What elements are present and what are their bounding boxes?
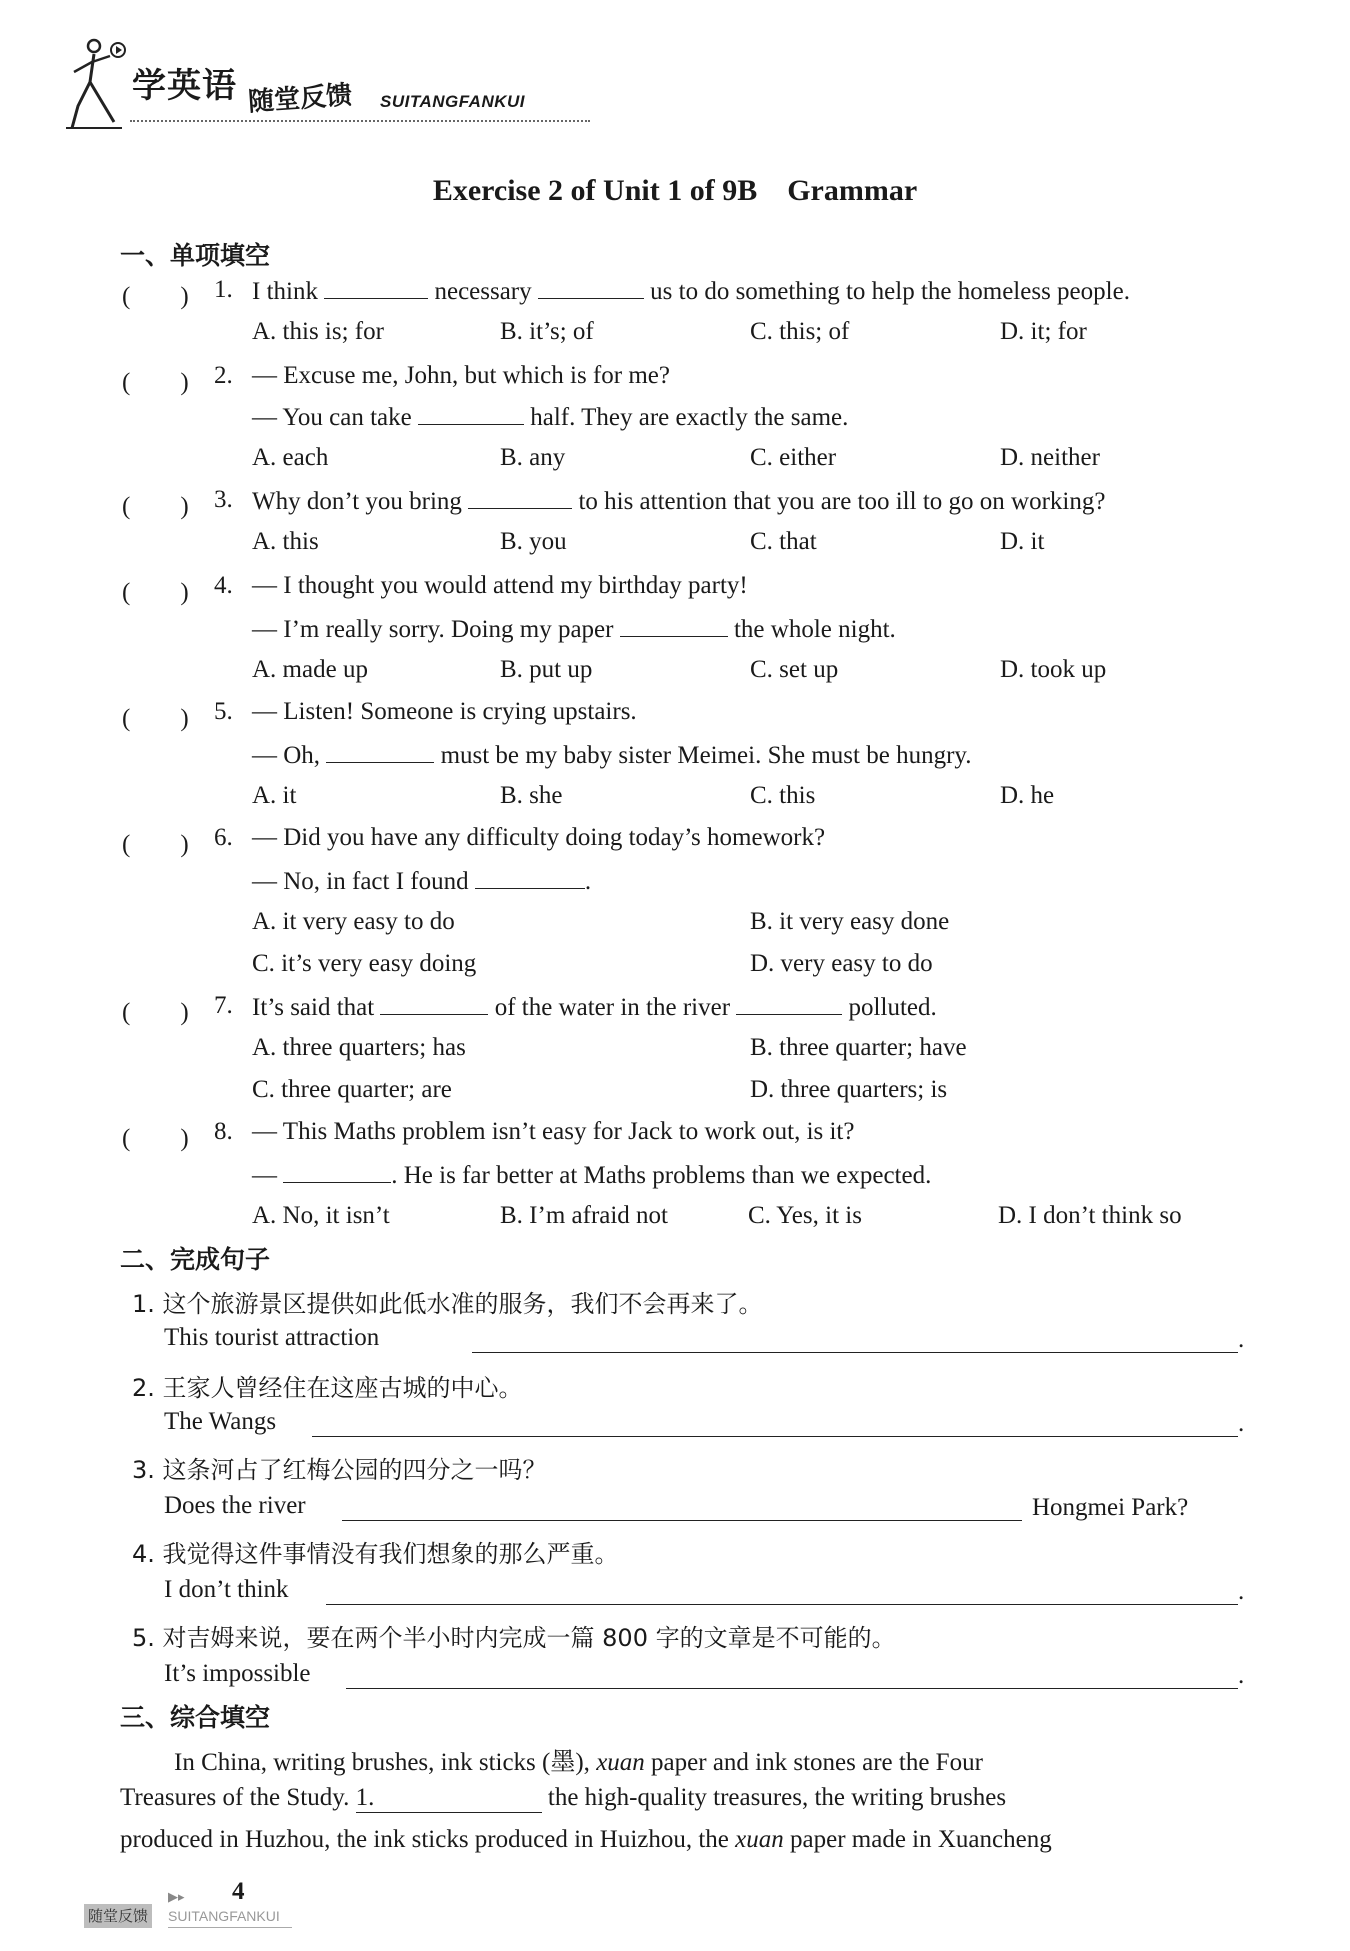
stem-text: — I’m really sorry. Doing my paper (252, 616, 614, 643)
sentence-end: . (1238, 1326, 1245, 1353)
fill-blank[interactable] (620, 614, 728, 637)
translate-item-5-en: It’s impossible (164, 1660, 311, 1687)
stem-text: to his attention that you are too ill to go on working? (578, 488, 1106, 515)
fill-blank[interactable] (380, 992, 488, 1015)
stem-text: I think (252, 278, 318, 305)
fill-blank[interactable] (326, 740, 434, 763)
question-4-line-2 (252, 614, 896, 644)
answer-line[interactable] (472, 1352, 1238, 1353)
passage-line-1 (174, 1742, 983, 1778)
translate-item-3-cn: 3. 这条河占了红梅公园的四分之一吗？ (132, 1456, 547, 1484)
question-2-line-2 (252, 402, 848, 432)
option-a: A. No, it isn’t (252, 1202, 390, 1229)
question-number: 5. (214, 698, 233, 725)
question-5-line-2 (252, 740, 972, 770)
stem-text: the whole night. (733, 616, 896, 643)
option-c: C. this; of (750, 318, 850, 345)
sentence-end: . (1238, 1578, 1245, 1605)
option-b: B. any (500, 444, 566, 471)
logo-main-text: 学英语 (132, 66, 237, 106)
stem-text: . He is far better at Maths problems than we expected. (391, 1162, 932, 1189)
header-logo (60, 28, 620, 138)
stem-text: must be my baby sister Meimei. She must be hungry. (440, 742, 972, 769)
question-8-line-1: — This Maths problem isn’t easy for Jack to work out, is it? (252, 1118, 855, 1145)
stem-text: . (584, 868, 592, 895)
footer-english: SUITANGFANKUI (168, 1908, 280, 1924)
sentence-end: . (1238, 1410, 1245, 1437)
passage-blank-1[interactable] (356, 1784, 542, 1813)
option-c: C. this (750, 782, 816, 809)
option-a: A. it (252, 782, 297, 809)
answer-paren[interactable]: ( ) (122, 493, 189, 520)
answer-line[interactable] (342, 1520, 1022, 1521)
answer-line[interactable] (326, 1604, 1238, 1605)
question-3-stem (252, 486, 1105, 516)
page-title: Exercise 2 of Unit 1 of 9B Grammar (432, 174, 918, 207)
stem-text: — Oh, (252, 742, 321, 769)
option-d: D. he (1000, 782, 1055, 809)
translate-item-1-cn: 1. 这个旅游景区提供如此低水准的服务，我们不会再来了。 (132, 1290, 763, 1318)
translate-item-5-cn: 5. 对吉姆来说，要在两个半小时内完成一篇 800 字的文章是不可能的。 (132, 1624, 896, 1652)
option-c: C. it’s very easy doing (252, 950, 477, 977)
answer-paren[interactable]: ( ) (122, 369, 189, 396)
option-d: D. very easy to do (750, 950, 933, 977)
answer-paren[interactable]: ( ) (122, 1125, 189, 1152)
fill-blank[interactable] (468, 486, 572, 509)
question-number: 1. (214, 276, 233, 303)
header-dotted-rule (130, 120, 590, 122)
option-b: B. put up (500, 656, 593, 683)
passage-text: Treasures of the Study. (120, 1784, 356, 1811)
question-1-stem (252, 276, 1130, 306)
stem-text: polluted. (848, 994, 937, 1021)
question-number: 4. (214, 572, 233, 599)
option-b: B. three quarter; have (750, 1034, 967, 1061)
question-number: 8. (214, 1118, 233, 1145)
question-4-line-1: — I thought you would attend my birthday party! (252, 572, 748, 599)
stem-text: It’s said that (252, 994, 375, 1021)
question-number: 7. (214, 992, 233, 1019)
stem-text: necessary (434, 278, 532, 305)
option-c: C. three quarter; are (252, 1076, 452, 1103)
passage-text: the high-quality treasures, the writing brushes (541, 1784, 1007, 1811)
fill-blank[interactable] (418, 402, 524, 425)
option-b: B. it very easy done (750, 908, 950, 935)
option-d: D. three quarters; is (750, 1076, 948, 1103)
stem-text: half. They are exactly the same. (530, 404, 849, 431)
option-a: A. this is; for (252, 318, 384, 345)
translate-item-4-cn: 4. 我觉得这件事情没有我们想象的那么严重。 (132, 1540, 619, 1568)
fill-blank[interactable] (736, 992, 842, 1015)
question-number: 6. (214, 824, 233, 851)
option-b: B. she (500, 782, 563, 809)
option-c: C. that (750, 528, 817, 555)
option-b: B. I’m afraid not (500, 1202, 669, 1229)
answer-paren[interactable]: ( ) (122, 705, 189, 732)
footer-tag: 随堂反馈 (84, 1904, 152, 1928)
fill-blank[interactable] (475, 866, 585, 889)
question-2-line-1: — Excuse me, John, but which is for me? (252, 362, 670, 389)
passage-line-3 (120, 1826, 1052, 1854)
question-5-line-1: — Listen! Someone is crying upstairs. (252, 698, 637, 725)
option-d: D. took up (1000, 656, 1107, 683)
stem-text: us to do something to help the homeless people. (650, 278, 1130, 305)
passage-text: produced in Huzhou, the ink sticks produced in Huizhou, the (120, 1826, 736, 1853)
stem-text: — (252, 1162, 277, 1189)
answer-paren[interactable]: ( ) (122, 999, 189, 1026)
sentence-end: Hongmei Park? (1032, 1494, 1189, 1521)
answer-paren[interactable]: ( ) (122, 283, 189, 310)
answer-line[interactable] (346, 1688, 1238, 1689)
question-6-line-1: — Did you have any difficulty doing today’s homework? (252, 824, 826, 851)
option-d: D. it; for (1000, 318, 1087, 345)
translate-item-2-cn: 2. 王家人曾经住在这座古城的中心。 (132, 1374, 523, 1402)
passage-text: paper made in Xuancheng (783, 1826, 1052, 1853)
option-b: B. you (500, 528, 567, 555)
passage-italic: xuan (735, 1826, 784, 1853)
answer-line[interactable] (312, 1436, 1238, 1437)
passage-italic: xuan (596, 1749, 645, 1776)
option-c: C. set up (750, 656, 839, 683)
answer-paren[interactable]: ( ) (122, 579, 189, 606)
answer-paren[interactable]: ( ) (122, 831, 189, 858)
translate-item-2-en: The Wangs (164, 1408, 277, 1435)
footer-rule (168, 1927, 292, 1928)
option-d: D. it (1000, 528, 1045, 555)
stem-text: Why don’t you bring (252, 488, 462, 515)
option-a: A. three quarters; has (252, 1034, 466, 1061)
stem-text: — You can take (252, 404, 412, 431)
runner-figure-icon (64, 36, 126, 132)
section2-heading: 二、完成句子 (120, 1245, 271, 1274)
stem-text: of the water in the river (494, 994, 731, 1021)
passage-text: In China, writing brushes, ink sticks (墨), (174, 1749, 597, 1776)
option-d: D. neither (1000, 444, 1100, 471)
page-number: 4 (232, 1878, 245, 1905)
option-a: A. it very easy to do (252, 908, 455, 935)
option-b: B. it’s; of (500, 318, 594, 345)
section3-heading: 三、综合填空 (120, 1703, 271, 1732)
question-7-stem (252, 992, 937, 1022)
translate-item-3-en: Does the river (164, 1492, 306, 1519)
footer-arrow-icon: ▶▸ (168, 1890, 185, 1905)
translate-item-1-en: This tourist attraction (164, 1324, 380, 1351)
fill-blank[interactable] (324, 276, 428, 299)
option-c: C. either (750, 444, 837, 471)
sentence-end: . (1238, 1662, 1245, 1689)
fill-blank[interactable] (538, 276, 644, 299)
fill-blank[interactable] (283, 1160, 391, 1183)
passage-line-2 (120, 1784, 1006, 1813)
passage-text: paper and ink stones are the Four (644, 1749, 983, 1776)
stem-text: — No, in fact I found (252, 868, 469, 895)
question-8-line-2 (252, 1160, 931, 1190)
question-6-line-2 (252, 866, 591, 896)
option-a: A. this (252, 528, 319, 555)
question-number: 2. (214, 362, 233, 389)
option-c: C. Yes, it is (748, 1202, 862, 1229)
blank-number: 1. (355, 1784, 375, 1811)
option-a: A. made up (252, 656, 368, 683)
logo-sub-text: 随堂反馈 (247, 80, 354, 118)
option-d: D. I don’t think so (998, 1202, 1182, 1229)
section1-heading: 一、单项填空 (120, 241, 271, 270)
question-number: 3. (214, 486, 233, 513)
logo-english-text: SUITANGFANKUI (380, 92, 526, 111)
option-a: A. each (252, 444, 329, 471)
translate-item-4-en: I don’t think (164, 1576, 289, 1603)
